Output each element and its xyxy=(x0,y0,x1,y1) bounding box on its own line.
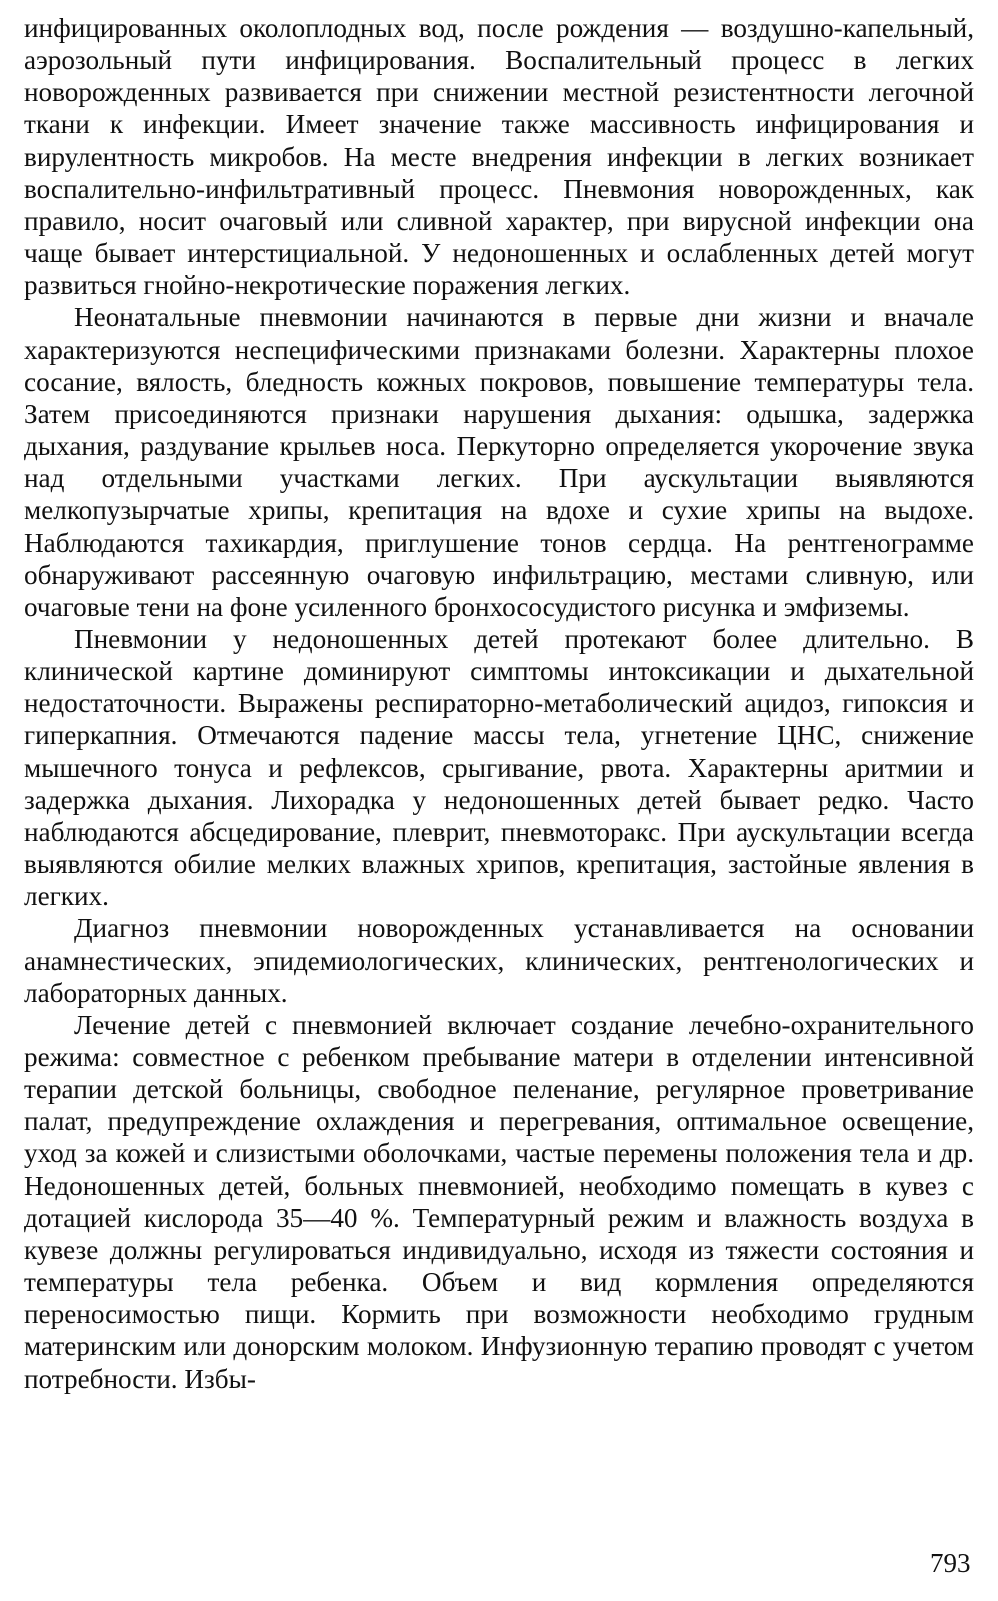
paragraph-treatment: Лечение детей с пневмонией включает создание лечебно-охранительного режима: совместное с ребенком пребывание матери в отделении интенсивной терапии детской больницы, свободное пеленание, регулярное проветривание палат, предупреждение охлаждения и перегревания, оптимальное освещение, уход за кожей и слизистыми оболочками, частые перемены положения тела и др. Недоношенных детей, больных пневмонией, необходимо помещать в кувез с дотацией кислорода 35—40 %. Температурный режим и влажность воздуха в кувезе должны регулироваться индивидуально, исходя из тяжести состояния и температуры тела ребенка. Объем и вид кормления определяются переносимостью пищи. Кормить при возможности необходимо грудным материнским или донорским молоком. Инфузионную терапию проводят с учетом потребности. Избы- xyxy=(24,1009,974,1394)
paragraph-clinical-signs: Неонатальные пневмонии начинаются в первые дни жизни и вначале характеризуются неспецифическими признаками болезни. Характерны плохое сосание, вялость, бледность кожных покровов, повышение температуры тела. Затем присоединяются признаки нарушения дыхания: одышка, задержка дыхания, раздувание крыльев носа. Перкуторно определяется укорочение звука над отдельными участками легких. При аускультации выявляются мелкопузырчатые хрипы, крепитация на вдохе и сухие хрипы на выдохе. Наблюдаются тахикардия, приглушение тонов сердца. На рентгенограмме обнаруживают рассеянную очаговую инфильтрацию, местами сливную, или очаговые тени на фоне усиленного бронхососудистого рисунка и эмфиземы. xyxy=(24,302,974,622)
page-body xyxy=(24,12,974,1395)
page-number: 793 xyxy=(930,1548,971,1578)
paragraph-continuation: инфицированных околоплодных вод, после рождения — воздушно-капельный, аэрозольный пути инфицирования. Воспалительный процесс в легких новорожденных развивается при снижении местной резистентности легочной ткани к инфекции. Имеет значение также массивность инфицирования и вирулентность микробов. На месте внедрения инфекции в легких возникает воспалительно-инфильтративный процесс. Пневмония новорожденных, как правило, носит очаговый или сливной характер, при вирусной инфекции она чаще бывает интерстициальной. У недоношенных и ослабленных детей могут развиться гнойно-некротические поражения легких. xyxy=(24,13,974,301)
paragraph-diagnosis: Диагноз пневмонии новорожденных устанавливается на основании анамнестических, эпидемиологических, клинических, рентгенологических и лабораторных данных. xyxy=(24,913,974,1008)
paragraph-premature-infants: Пневмонии у недоношенных детей протекают более длительно. В клинической картине доминируют симптомы интоксикации и дыхательной недостаточности. Выражены респираторно-метаболический ацидоз, гипоксия и гиперкапния. Отмечаются падение массы тела, угнетение ЦНС, снижение мышечного тонуса и рефлексов, срыгивание, рвота. Характерны аритмии и задержка дыхания. Лихорадка у недоношенных детей бывает редко. Часто наблюдаются абсцедирование, плеврит, пневмоторакс. При аускультации всегда выявляются обилие мелких влажных хрипов, крепитация, застойные явления в легких. xyxy=(24,623,974,912)
